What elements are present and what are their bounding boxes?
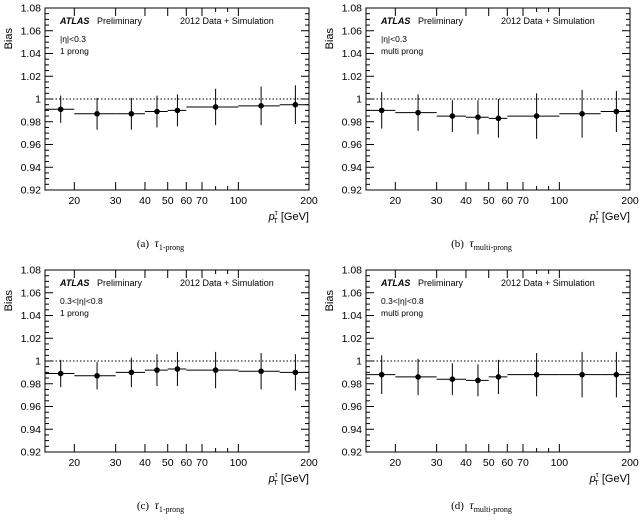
dataset-label: 2012 Data + Simulation xyxy=(180,278,274,288)
x-tick-label: 100 xyxy=(229,195,248,207)
x-tick-label: 70 xyxy=(196,195,208,207)
y-tick-label: 0.96 xyxy=(341,401,362,413)
x-tick-label: 60 xyxy=(180,457,193,469)
data-point xyxy=(258,368,264,374)
x-tick-label: 40 xyxy=(139,195,151,207)
y-tick-label: 1.08 xyxy=(20,2,41,15)
x-tick-label: 30 xyxy=(430,195,443,207)
x-tick-label: 50 xyxy=(482,195,495,207)
x-tick-label: 30 xyxy=(430,457,443,469)
y-tick-label: 0.98 xyxy=(341,116,362,129)
caption-tau: τ xyxy=(154,498,159,512)
y-axis-label: Bias xyxy=(3,28,15,50)
data-point xyxy=(293,102,299,108)
x-tick-label: 70 xyxy=(517,195,529,207)
x-tick-label: 40 xyxy=(139,457,151,469)
data-point xyxy=(129,370,135,376)
y-tick-label: 0.94 xyxy=(341,423,362,436)
y-tick-label: 0.92 xyxy=(341,184,362,197)
data-point xyxy=(534,372,540,378)
y-tick-label: 1.02 xyxy=(341,70,362,83)
y-tick-label: 1.06 xyxy=(341,25,362,38)
y-tick-label: 1.04 xyxy=(20,48,41,60)
prong-label: 1 prong xyxy=(60,308,89,318)
y-tick-label: 0.96 xyxy=(20,401,41,413)
caption-tau: τ xyxy=(469,236,474,250)
bias-chart-d xyxy=(321,262,642,498)
bias-chart-b xyxy=(321,0,642,236)
panel-b xyxy=(321,0,642,262)
region-label: 0.3<|η|<0.8 xyxy=(381,296,424,306)
x-tick-label: 70 xyxy=(517,457,529,469)
data-point xyxy=(94,111,100,117)
prong-label: multi prong xyxy=(381,46,424,56)
data-point xyxy=(579,372,585,378)
x-tick-label: 200 xyxy=(621,457,639,469)
y-tick-label: 1.08 xyxy=(341,2,362,15)
y-tick-label: 1.02 xyxy=(341,332,362,345)
data-point xyxy=(496,374,502,380)
panel-c xyxy=(0,262,321,524)
x-tick-label: 20 xyxy=(68,195,81,207)
data-point xyxy=(496,116,502,122)
caption-tau: τ xyxy=(154,236,159,250)
x-tick-label: 100 xyxy=(229,457,248,469)
data-point xyxy=(614,372,620,378)
data-point xyxy=(175,108,181,114)
dataset-label: 2012 Data + Simulation xyxy=(501,16,595,26)
y-tick-label: 1 xyxy=(35,355,41,368)
data-point xyxy=(213,104,219,110)
data-point xyxy=(379,108,385,114)
region-label: |η|<0.3 xyxy=(60,34,86,44)
data-point xyxy=(475,378,481,384)
caption-b xyxy=(321,236,642,252)
data-point xyxy=(614,109,620,115)
preliminary-label: Preliminary xyxy=(97,16,143,26)
y-tick-label: 1.06 xyxy=(20,25,41,38)
bias-chart-a xyxy=(0,0,321,236)
data-point xyxy=(415,110,421,116)
data-point xyxy=(58,371,64,377)
x-tick-label: 70 xyxy=(196,457,208,469)
atlas-label: ATLAS xyxy=(381,278,411,288)
y-tick-label: 1.06 xyxy=(341,287,362,300)
x-tick-label: 50 xyxy=(161,457,174,469)
x-tick-label: 20 xyxy=(68,457,81,469)
x-tick-label: 200 xyxy=(300,457,318,469)
data-point xyxy=(415,374,421,380)
x-tick-label: 50 xyxy=(482,457,495,469)
panel-a xyxy=(0,0,321,262)
x-tick-label: 40 xyxy=(460,195,472,207)
caption-sub: multi-prong xyxy=(473,243,512,252)
data-point xyxy=(293,370,299,376)
y-tick-label: 0.98 xyxy=(20,378,41,391)
y-tick-label: 0.98 xyxy=(20,116,41,129)
y-tick-label: 1.08 xyxy=(341,264,362,277)
y-tick-label: 1.04 xyxy=(20,310,41,322)
y-tick-label: 1 xyxy=(356,93,362,106)
data-point xyxy=(579,111,585,117)
y-tick-label: 0.92 xyxy=(341,446,362,459)
y-axis-label: Bias xyxy=(3,290,15,312)
y-tick-label: 0.92 xyxy=(20,184,41,197)
y-axis-label: Bias xyxy=(324,290,336,312)
y-tick-label: 1.02 xyxy=(20,70,41,83)
x-tick-label: 50 xyxy=(161,195,174,207)
x-tick-label: 40 xyxy=(460,457,472,469)
bias-chart-c xyxy=(0,262,321,498)
y-tick-label: 1.08 xyxy=(20,264,41,277)
y-tick-label: 0.94 xyxy=(20,423,41,436)
region-label: 0.3<|η|<0.8 xyxy=(60,296,103,306)
caption-d xyxy=(321,498,642,514)
caption-c xyxy=(0,498,321,514)
dataset-label: 2012 Data + Simulation xyxy=(180,16,274,26)
caption-label: (a) xyxy=(136,238,150,250)
caption-tau: τ xyxy=(469,498,474,512)
caption-label: (b) xyxy=(451,238,464,250)
y-tick-label: 1 xyxy=(356,355,362,368)
y-tick-label: 0.92 xyxy=(20,446,41,459)
preliminary-label: Preliminary xyxy=(418,278,464,288)
data-point xyxy=(175,366,181,372)
y-tick-label: 0.96 xyxy=(20,139,41,151)
caption-label: (d) xyxy=(451,500,464,512)
preliminary-label: Preliminary xyxy=(97,278,143,288)
data-point xyxy=(94,373,100,379)
atlas-label: ATLAS xyxy=(381,16,411,26)
data-point xyxy=(258,103,264,109)
x-axis-label: $p^\tau$ T [GeV] xyxy=(589,210,630,225)
data-point xyxy=(129,111,135,117)
x-tick-label: 200 xyxy=(300,195,318,207)
panel-d xyxy=(321,262,642,524)
data-point xyxy=(154,367,160,373)
prong-label: 1 prong xyxy=(60,46,89,56)
x-tick-label: 60 xyxy=(501,457,514,469)
x-axis-label: $p^\tau$ T [GeV] xyxy=(268,472,309,487)
caption-label: (c) xyxy=(136,500,150,512)
caption-a xyxy=(0,236,321,252)
y-tick-label: 1.06 xyxy=(20,287,41,300)
y-tick-label: 1.02 xyxy=(20,332,41,345)
atlas-label: ATLAS xyxy=(60,278,90,288)
data-point xyxy=(450,113,456,119)
x-tick-label: 20 xyxy=(389,457,402,469)
data-point xyxy=(154,109,160,115)
region-label: |η|<0.3 xyxy=(381,34,407,44)
x-tick-label: 30 xyxy=(109,195,122,207)
data-point xyxy=(450,376,456,382)
caption-sub: multi-prong xyxy=(473,505,512,514)
dataset-label: 2012 Data + Simulation xyxy=(501,278,595,288)
data-point xyxy=(534,113,540,119)
y-axis-label: Bias xyxy=(324,28,336,50)
x-tick-label: 100 xyxy=(550,195,569,207)
prong-label: multi prong xyxy=(381,308,424,318)
atlas-label: ATLAS xyxy=(60,16,90,26)
y-tick-label: 0.94 xyxy=(341,161,362,174)
y-tick-label: 0.96 xyxy=(341,139,362,151)
y-tick-label: 0.94 xyxy=(20,161,41,174)
y-tick-label: 0.98 xyxy=(341,378,362,391)
y-tick-label: 1 xyxy=(35,93,41,106)
y-tick-label: 1.04 xyxy=(341,48,362,60)
data-point xyxy=(475,114,481,120)
preliminary-label: Preliminary xyxy=(418,16,464,26)
x-axis-label: $p^\tau$ T [GeV] xyxy=(268,210,309,225)
data-point xyxy=(58,106,64,112)
data-point xyxy=(213,367,219,373)
x-tick-label: 60 xyxy=(180,195,193,207)
x-tick-label: 60 xyxy=(501,195,514,207)
x-tick-label: 20 xyxy=(389,195,402,207)
x-tick-label: 100 xyxy=(550,457,569,469)
data-point xyxy=(379,372,385,378)
y-tick-label: 1.04 xyxy=(341,310,362,322)
x-tick-label: 200 xyxy=(621,195,639,207)
x-tick-label: 30 xyxy=(109,457,122,469)
caption-sub: 1-prong xyxy=(158,505,185,514)
x-axis-label: $p^\tau$ T [GeV] xyxy=(589,472,630,487)
caption-sub: 1-prong xyxy=(158,243,185,252)
